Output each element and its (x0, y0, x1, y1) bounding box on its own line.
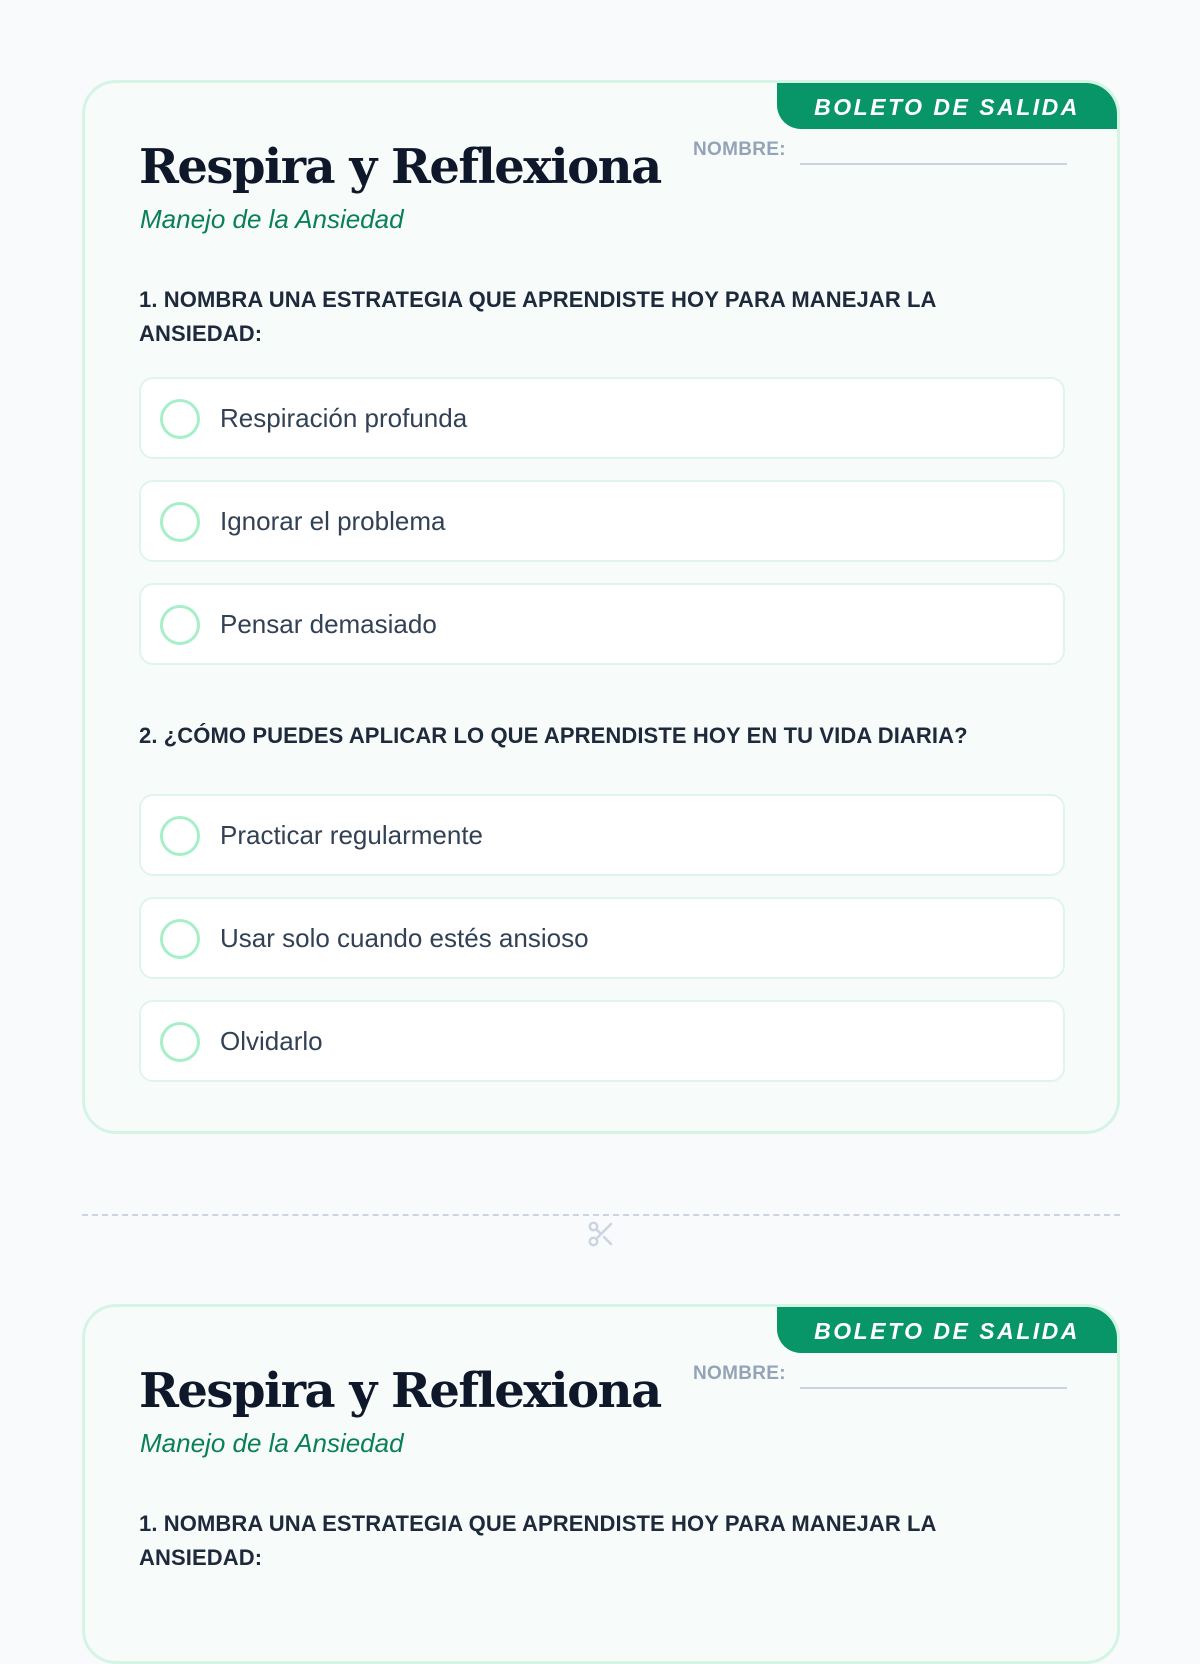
exit-ticket (82, 80, 1120, 1134)
option-practicar-regularmente[interactable] (139, 794, 1065, 876)
scissors-icon (586, 1219, 616, 1249)
ticket-title: Respira y Reflexiona (139, 139, 661, 195)
question-2-options (139, 794, 1065, 1103)
exit-ticket-badge: BOLETO DE SALIDA (777, 83, 1117, 129)
option-label: Ignorar el problema (220, 506, 446, 536)
name-label: NOMBRE: (693, 1363, 786, 1384)
radio-circle-icon[interactable] (160, 919, 200, 959)
option-label: Olvidarlo (220, 1026, 323, 1056)
ticket-title: Respira y Reflexiona (139, 1363, 661, 1419)
option-olvidarlo[interactable] (139, 1000, 1065, 1082)
option-label: Pensar demasiado (220, 609, 437, 639)
ticket-subtitle: Manejo de la Ansiedad (140, 204, 404, 234)
name-label: NOMBRE: (693, 139, 786, 160)
ticket-subtitle: Manejo de la Ansiedad (140, 1428, 404, 1458)
radio-circle-icon[interactable] (160, 816, 200, 856)
question-1: 1. NOMBRA UNA ESTRATEGIA QUE APRENDISTE HOY PARA MANEJAR LA ANSIEDAD: (139, 287, 936, 346)
question-1: 1. NOMBRA UNA ESTRATEGIA QUE APRENDISTE HOY PARA MANEJAR LA ANSIEDAD: (139, 1511, 936, 1570)
option-respiracion-profunda[interactable] (139, 377, 1065, 459)
option-ignorar-el-problema[interactable] (139, 480, 1065, 562)
exit-ticket-badge: BOLETO DE SALIDA (777, 1307, 1117, 1353)
option-usar-solo-cuando-ansioso[interactable] (139, 897, 1065, 979)
question-1-options (139, 377, 1065, 686)
option-label: Practicar regularmente (220, 820, 483, 850)
option-pensar-demasiado[interactable] (139, 583, 1065, 665)
radio-circle-icon[interactable] (160, 502, 200, 542)
name-field[interactable] (693, 139, 1073, 171)
name-input-line[interactable] (800, 1387, 1067, 1389)
radio-circle-icon[interactable] (160, 399, 200, 439)
radio-circle-icon[interactable] (160, 605, 200, 645)
cut-line-divider (82, 1214, 1120, 1216)
option-label: Respiración profunda (220, 403, 468, 433)
question-2: 2. ¿CÓMO PUEDES APLICAR LO QUE APRENDISTE HOY EN TU VIDA DIARIA? (139, 723, 968, 748)
option-label: Usar solo cuando estés ansioso (220, 923, 589, 953)
exit-ticket (82, 1304, 1120, 1664)
radio-circle-icon[interactable] (160, 1022, 200, 1062)
name-field[interactable] (693, 1363, 1073, 1395)
name-input-line[interactable] (800, 163, 1067, 165)
